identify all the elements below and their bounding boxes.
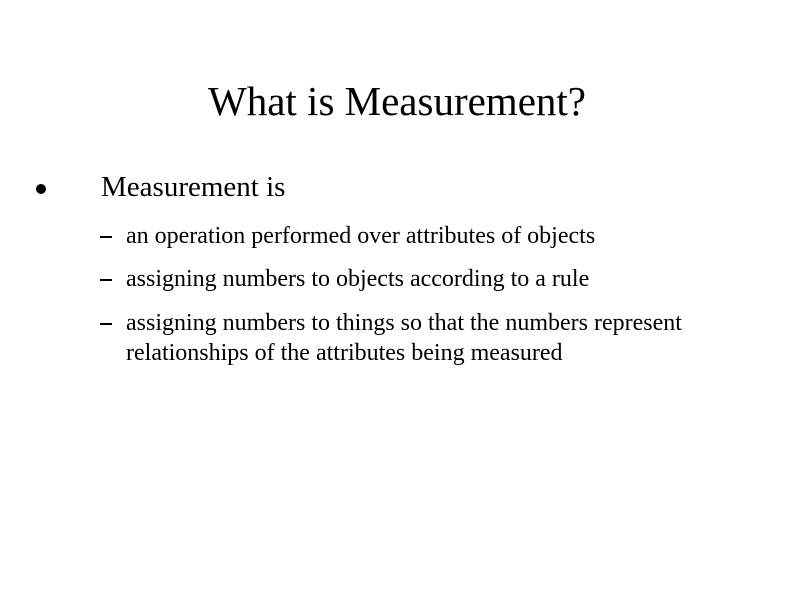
bullet-text: Measurement is — [101, 171, 286, 203]
dash-bullet-icon — [100, 323, 112, 325]
sub-bullet-item — [100, 221, 700, 253]
sub-bullet-item — [100, 264, 700, 296]
sub-bullet-text: assigning numbers to objects according to a rule — [126, 266, 590, 292]
sub-bullet-text: assigning numbers to things so that the numbers represent relationships of the attributes being measured — [126, 310, 682, 366]
dash-bullet-icon — [100, 236, 112, 238]
bullet-item — [36, 168, 736, 208]
filled-circle-bullet-icon — [36, 184, 46, 194]
dash-bullet-icon — [100, 279, 112, 281]
slide-title: What is Measurement? — [208, 78, 586, 124]
sub-bullet-text: an operation performed over attributes of objects — [126, 223, 596, 249]
sub-bullet-item — [100, 308, 700, 400]
